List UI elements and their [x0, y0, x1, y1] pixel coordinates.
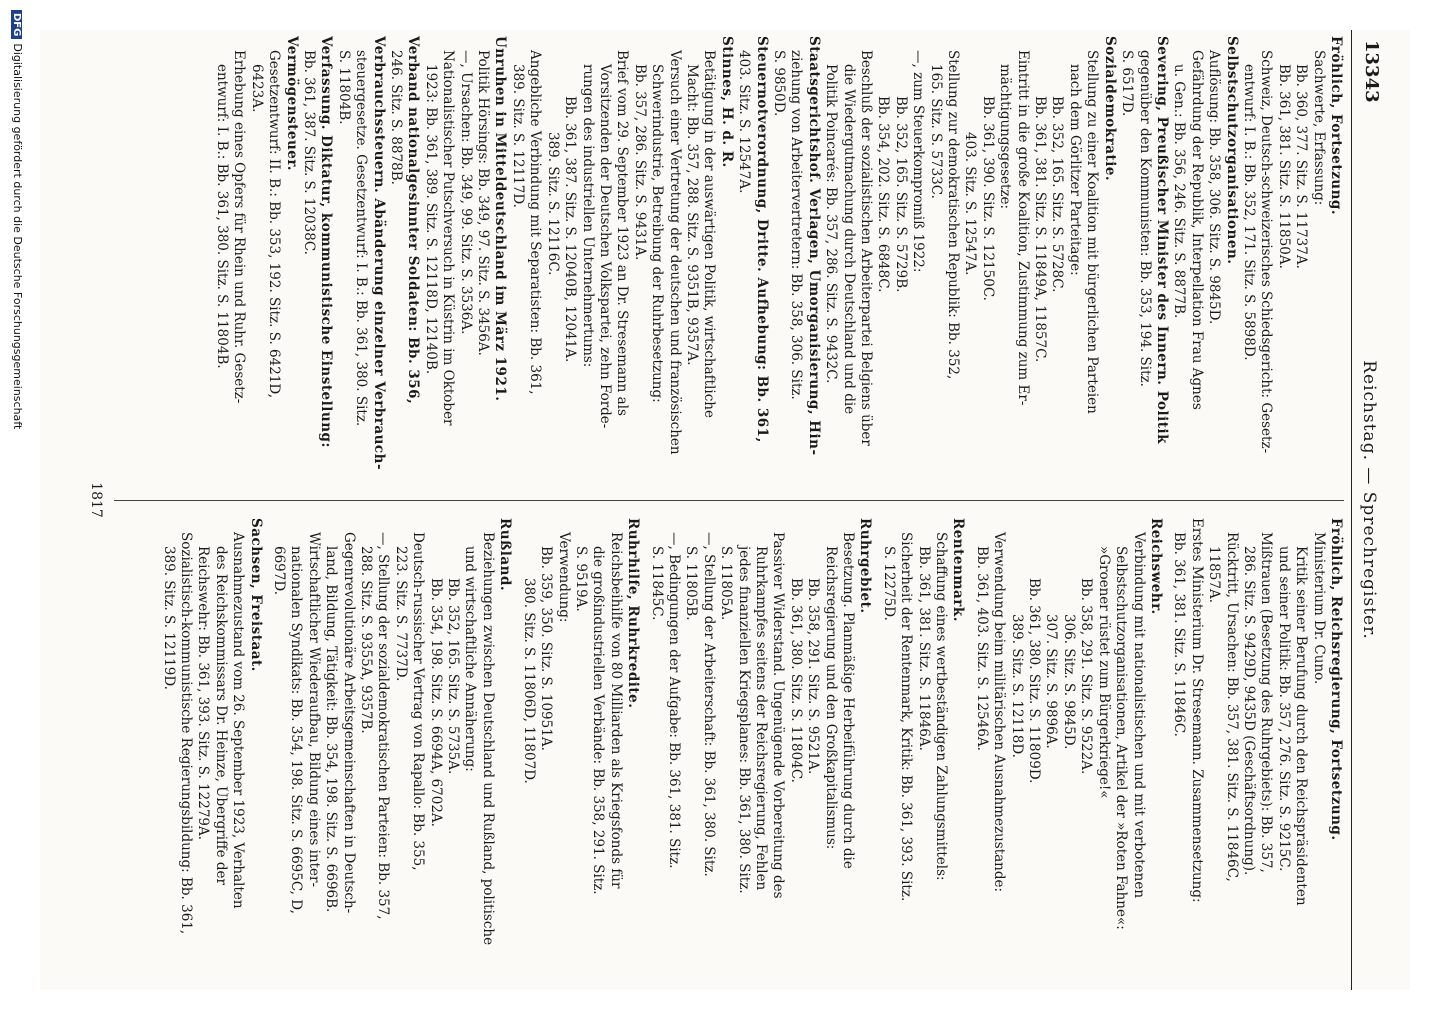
- index-entry: Angebliche Verbindung mit Separatisten: Bb. 361,: [527, 50, 544, 395]
- index-entry: Deutsch-russischer Vertrag von Rapallo: Bb. 355,: [410, 532, 427, 871]
- index-column-left: [44, 518, 1344, 978]
- index-entry: Politik Poincarés: Bb. 357, 286. Sitz. S. 9432C.: [823, 64, 840, 384]
- index-entry: Reichsbeihilfe von 80 Milliarden als Kriegsfonds für: [607, 532, 624, 889]
- index-entry: »Groener rüstet zum Bürgerkriege!«: [1095, 546, 1112, 799]
- index-entry: u. Gen.: Bb. 356, 246. Sitz. S. 8877B.: [1171, 64, 1188, 319]
- index-entry: Eintritt in die große Koalition, Zustimmung zum Er-: [1014, 50, 1031, 406]
- index-entry: nach dem Görlitzer Parteitage:: [1066, 64, 1083, 276]
- index-heading: Vermögensteuer.: [283, 36, 300, 171]
- index-entry: Erhebung eines Opfers für Rhein und Ruhr. Gesetz-: [231, 50, 248, 404]
- index-entry: Wirtschaftlicher Wiederaufbau, Bildung eines inter-: [305, 532, 322, 888]
- index-entry: des Reichskommissars Dr. Heinze, Übergriffe der: [212, 546, 229, 885]
- index-entry: nationalen Syndikats: Bb. 354, 198. Sitz. S. 6695C, D,: [288, 546, 305, 914]
- index-entry: Bb. 357, 286. Sitz. S. 9431A.: [631, 64, 648, 261]
- index-entry: Bb. 358, 291. Sitz. S. 9521A.: [805, 578, 822, 775]
- index-entry: Reichsregierung und den Großkapitalismus:: [822, 546, 839, 850]
- index-entry: land, Bildung, Tätigkeit: Bb. 354, 198. Sitz. S. 6696B.: [323, 546, 340, 913]
- index-heading: Reichswehr.: [1147, 518, 1164, 615]
- index-entry: Beschluß der sozialistischen Arbeiterpartei Belgiens über: [858, 50, 875, 446]
- index-heading: Verband nationalgesinnter Soldaten: Bb. 356,: [405, 36, 422, 405]
- index-entry: 6423A.: [248, 64, 265, 113]
- index-entry: Bb. 361, 381. Sitz. S. 11849A, 11857C.: [1032, 96, 1049, 363]
- index-entry: Sozialistisch-kommunistische Regierungsbildung: Bb. 361,: [178, 532, 194, 935]
- index-heading: Fröhlich, Fortsetzung.: [1328, 36, 1344, 216]
- index-heading: Stinnes, H. d. R.: [718, 36, 735, 168]
- index-entry: Sachwerte, Erfassung:: [1310, 50, 1327, 206]
- index-entry: Betätigung in der auswärtigen Politik, wirtschaftliche: [701, 50, 718, 418]
- index-entry: Bb. 359, 350. Sitz. S. 10951A.: [538, 546, 555, 751]
- page-number-footer: 1817: [88, 482, 104, 518]
- header-rule: [1351, 30, 1352, 990]
- index-entry: Ministerium Dr. Cuno.: [1310, 532, 1327, 685]
- index-entry: S. 9850D.: [771, 50, 787, 117]
- index-entry: 306. Sitz. S. 9845D.: [1060, 614, 1077, 750]
- index-heading: Ruhrhilfe, Ruhrkredite.: [625, 518, 642, 709]
- index-entry: steuergesetze. Gesetzentwurf: I. B.: Bb. 361, 380. Sitz.: [353, 50, 370, 427]
- index-entry: Bb. 360, 377. Sitz. S. 11737A.: [1293, 64, 1310, 269]
- index-entry: Bb. 354, 202. Sitz. S. 6848C.: [875, 96, 892, 293]
- index-entry: Stellung zur demokratischen Republik: Bb. 352,: [945, 50, 962, 380]
- index-entry: 389. Sitz. S. 12118D.: [1008, 614, 1025, 758]
- index-entry: Bb. 354, 198. Sitz. S. 6694A, 6702A.: [427, 578, 444, 827]
- index-entry: 403. Sitz. S. 12547A.: [962, 132, 979, 276]
- index-entry: S. 11845C.: [648, 546, 665, 621]
- index-entry: S. 12275D.: [880, 546, 897, 621]
- index-entry: Gefährdung der Republik, Interpellation Frau Agnes: [1188, 50, 1205, 410]
- index-entry: —, Stellung der sozialdemokratischen Parteien: Bb. 357,: [375, 532, 392, 920]
- index-entry: Bb. 361, 390. Sitz. S. 12150C.: [979, 96, 996, 301]
- index-entry: jedes finanziellen Kriegsplanes: Bb. 361, 380. Sitz.: [735, 546, 752, 894]
- index-entry: S. 6517D.: [1119, 50, 1136, 117]
- page-number-header: 13343: [1361, 40, 1382, 103]
- index-entry: Bb. 361, 380. Sitz. S. 11804C.: [787, 578, 804, 783]
- index-entry: Auflösung: Bb. 358, 306. Sitz. S. 9845D.: [1206, 50, 1223, 325]
- index-entry: Rücktritt, Ursachen: Bb. 357, 381. Sitz. S. 11846C,: [1223, 532, 1240, 882]
- index-entry: Verwendung beim militärischen Ausnahmezustande:: [991, 532, 1008, 893]
- index-entry: Politik Hörsings: Bb. 349, 97. Sitz. S. 3456A.: [475, 50, 492, 356]
- index-entry: 286. Sitz. S. 9429D, 9435D (Geschäftsordnung).: [1240, 546, 1257, 876]
- index-entry: —, Ursachen: Bb. 349, 99. Sitz. S. 3536A.: [457, 50, 474, 335]
- index-entry: Erstes Ministerium Dr. Stresemann. Zusammensetzung:: [1188, 518, 1205, 903]
- index-heading: Sachsen, Freistaat.: [247, 518, 264, 672]
- index-entry: 1923: Bb. 361, 389. Sitz. S. 12118D, 12140B.: [422, 64, 439, 375]
- index-entry: Passiver Widerstand. Ungenügende Vorbereitung des: [770, 532, 787, 899]
- index-entry: Bb. 358, 291. Sitz. S. 9522A.: [1078, 578, 1095, 775]
- index-entry: S. 11805B.: [683, 546, 700, 621]
- index-entry: ziehung von Arbeitervertretern: Bb. 358, 306. Sitz.: [788, 50, 805, 400]
- index-entry: 246. Sitz. S. 8878B.: [388, 50, 405, 185]
- column-divider: [114, 500, 1344, 501]
- index-heading: Verfassung. Diktatur, kommunistische Einstellung:: [318, 36, 335, 448]
- index-entry: Beziehungen zwischen Deutschland und Rußland, politische: [479, 532, 496, 946]
- index-entry: mächtigungsgesetze:: [997, 64, 1014, 210]
- index-entry: Bb. 361, 381. Sitz. S. 11846C.: [1171, 532, 1188, 737]
- index-heading: Fröhlich, Reichsregierung, Fortsetzung.: [1328, 518, 1344, 841]
- index-entry: 288. Sitz. S. 9355A, 9357B.: [358, 546, 375, 734]
- index-entry: Macht: Bb. 357, 288. Sitz. S. 9351B, 9357A.: [683, 64, 700, 366]
- index-heading: Rentenmark.: [950, 518, 967, 622]
- index-entry: Ruhrkampfes seitens der Reichsregierung, Fehlen: [753, 546, 769, 891]
- index-heading: Sozialdemokratie.: [1101, 36, 1118, 182]
- index-entry: die Wiedergutmachung durch Deutschland und die: [840, 64, 857, 415]
- index-entry: Verbindung mit nationalistischen und mit verbotenen: [1130, 532, 1147, 899]
- index-heading: Ruhrgebiet.: [857, 518, 874, 614]
- spacer: [264, 518, 270, 978]
- index-entry: entwurf: I. B.: Bb. 361, 380. Sitz. S. 11804B.: [214, 64, 230, 369]
- dfg-logo: DFG: [11, 10, 22, 39]
- index-entry: Vorsitzenden der Deutschen Volkspartei, zehn Forde-: [596, 64, 613, 429]
- index-entry: Schweiz, Deutsch-schweizerisches Schiedsgericht: Gesetz-: [1258, 50, 1275, 454]
- index-entry: Bb. 361, 380. Sitz. S. 11809D.: [1026, 578, 1043, 784]
- index-entry: Kritik seiner Berufung durch den Reichspräsidenten: [1293, 546, 1310, 906]
- index-heading: Staatsgerichtshof. Verlagen, Umorganisierung, Hin-: [805, 36, 822, 456]
- index-entry: 380. Sitz. S. 11806D, 11807D.: [520, 578, 537, 784]
- index-heading: Severing, Preußischer Minister des Innern. Politik: [1153, 36, 1170, 444]
- index-entry: Bb. 361, 387. Sitz. S. 12038C.: [301, 50, 318, 255]
- index-heading: Selbstschutzorganisationen.: [1223, 36, 1240, 265]
- index-entry: Reichswehr: Bb. 361, 393. Sitz. S. 12279A.: [195, 546, 212, 841]
- index-entry: Bb. 361, 403. Sitz. S. 12546A.: [973, 546, 990, 751]
- index-entry: S. 11804B.: [335, 50, 352, 125]
- index-heading: Unruhen in Mitteldeutschland im März 1921.: [492, 36, 509, 402]
- digitization-note: [11, 0, 24, 1010]
- index-entry: entwurf: I. B.: Bb. 352, 171. Sitz. S. 5898D.: [1240, 64, 1257, 361]
- index-entry: 6697D.: [271, 546, 288, 595]
- index-heading: Steuernotverordnung, Dritte. Aufhebung: Bb. 361,: [753, 36, 770, 443]
- index-heading: Verbrauchssteuern. Abänderung einzelner Verbrauch-: [370, 36, 387, 471]
- index-entry: —, Bedingungen der Aufgabe: Bb. 361, 381. Sitz.: [665, 532, 682, 869]
- index-entry: Bb. 361, 381. Sitz. S. 11850A.: [1275, 64, 1292, 269]
- index-entry: Bb. 352, 165. Sitz. S. 5735A.: [445, 578, 462, 775]
- index-entry: —, zum Steuerkompromiß 1922:: [910, 50, 927, 273]
- index-entry: Brief vom 29. September 1923 an Dr. Stresemann als: [614, 50, 631, 416]
- index-entry: 165. Sitz. S. 5733C.: [927, 64, 944, 199]
- index-entry: Bb. 352, 165. Sitz. S. 5729B.: [892, 96, 909, 293]
- index-entry: Gesetzentwurf: II. B.: Bb. 353, 192. Sitz. S. 6421D,: [266, 50, 283, 399]
- index-entry: Besetzung. Planmäßige Herbeiführung durch die: [840, 532, 857, 869]
- index-entry: Schaffung eines wertbeständigen Zahlungsmittels:: [933, 532, 950, 881]
- index-entry: 223. Sitz. S. 7737D.: [392, 546, 409, 682]
- index-entry: Selbstschutzorganisationen, Artikel der »Roten Fahne«:: [1113, 546, 1130, 930]
- index-entry: 403. Sitz. S. 12547A.: [736, 50, 753, 194]
- index-entry: Mißtrauen (Besetzung des Ruhrgebiets): Bb. 357,: [1258, 532, 1275, 873]
- index-entry: Bb. 361, 387. Sitz. S. 12040B, 12041A.: [562, 96, 579, 363]
- index-entry: 389. Sitz. S. 12116C.: [544, 132, 561, 276]
- index-entry: 307. Sitz. S. 9896A.: [1043, 614, 1060, 749]
- index-entry: 389. Sitz. S. 12117D.: [509, 64, 526, 208]
- index-entry: rungen des industriellen Unternehmertums:: [579, 64, 596, 368]
- index-entry: Versuch einer Vertretung der deutschen und französischen: [666, 50, 683, 455]
- index-entry: Bb. 352, 165. Sitz. S. 5728C.: [1049, 96, 1066, 293]
- index-entry: Nationalistischer Putschversuch in Küstrin im Oktober: [440, 50, 457, 426]
- digitization-note-text: Digitalisierung gefördert durch die Deutsche Forschungsgemeinschaft: [11, 43, 24, 430]
- index-entry: 11857A.: [1206, 546, 1223, 603]
- index-entry: die großindustriellen Verbände: Bb. 358, 291. Sitz.: [590, 546, 607, 895]
- index-entry: Gegenrevolutionäre Arbeitsgemeinschaften in Deutsch-: [340, 532, 357, 914]
- index-entry: Bb. 361, 381. Sitz. S. 11846A.: [915, 546, 932, 751]
- index-column-right: [44, 36, 1344, 496]
- index-entry: Stellung zu einer Koalition mit bürgerlichen Parteien: [1084, 50, 1101, 414]
- index-entry: 389. Sitz. S. 12119D.: [160, 546, 177, 690]
- index-entry: Verwendung:: [555, 532, 572, 623]
- index-entry: S. 11805A.: [718, 546, 735, 621]
- index-entry: Schwerindustrie, Betreibung der Ruhrbesetzung:: [649, 64, 666, 403]
- index-entry: gegenüber den Kommunisten: Bb. 353, 194. Sitz.: [1136, 50, 1153, 387]
- index-heading: Rußland.: [497, 518, 514, 592]
- index-entry: und wirtschaftliche Annäherung:: [462, 546, 479, 772]
- page-title: Reichstag. — Sprechregister.: [1359, 360, 1379, 640]
- index-entry: S. 9519A.: [572, 546, 589, 612]
- index-entry: —, Stellung der Arbeiterschaft: Bb. 361, 380. Sitz.: [700, 532, 717, 877]
- index-entry: Sicherheit der Rentenmark, Kritik: Bb. 361, 393. Sitz.: [898, 532, 915, 902]
- index-entry: Ausnahmezustand vom 26. September 1923, Verhalten: [230, 532, 247, 909]
- index-entry: und seiner Politik: Bb. 357, 276. Sitz. S. 9215C.: [1275, 546, 1292, 872]
